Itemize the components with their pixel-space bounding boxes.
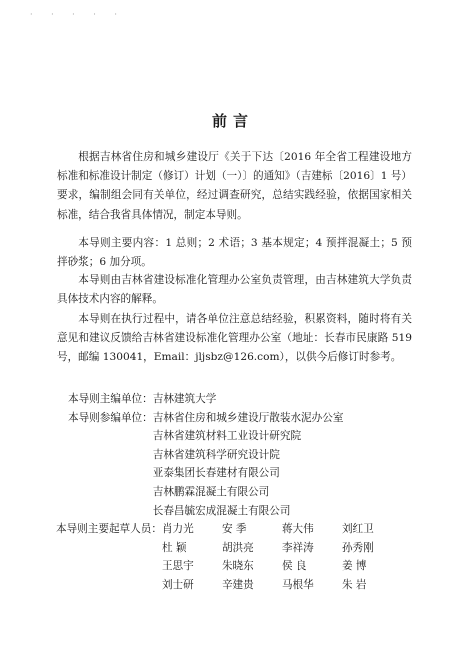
participant-item: 吉林省建筑材料工业设计研究院 bbox=[152, 430, 302, 443]
participant-item: 吉林鹏霖混凝土有限公司 bbox=[152, 485, 270, 498]
paragraph-text: 本导则由吉林省建设标准化管理办公室负责管理，由吉林建筑大学负责具体技术内容的解释。 bbox=[57, 274, 412, 306]
drafters-label: 本导则主要起草人员： bbox=[56, 523, 162, 536]
chief-editor-value: 吉林建筑大学 bbox=[152, 393, 217, 405]
drafter-name: 辛建贵 bbox=[221, 578, 254, 591]
paragraph-contents bbox=[57, 234, 412, 272]
chief-editor-label: 本导则主编单位： bbox=[68, 393, 153, 405]
drafter-name: 安 季 bbox=[221, 523, 247, 536]
drafters-grid bbox=[162, 520, 402, 594]
participant-item: 亚泰集团长春建材有限公司 bbox=[152, 467, 280, 480]
drafter-name: 姜 博 bbox=[341, 560, 367, 573]
participants-row bbox=[68, 409, 428, 521]
drafter-name: 胡洪亮 bbox=[221, 541, 254, 554]
page-title: 前言 bbox=[211, 112, 254, 130]
paragraph-feedback bbox=[57, 310, 412, 368]
drafter-name: 杜 颖 bbox=[161, 541, 187, 554]
chief-editor-row bbox=[68, 390, 428, 409]
scan-marks: · · · · · bbox=[30, 10, 125, 19]
participant-item: 吉林省住房和城乡建设厅散装水泥办公室 bbox=[152, 411, 344, 424]
drafter-name: 朱 岩 bbox=[341, 578, 367, 591]
drafter-name: 朱晓东 bbox=[221, 560, 254, 573]
drafter-name: 刘红卫 bbox=[341, 523, 374, 536]
participant-item: 吉林省建筑科学研究设计院 bbox=[152, 448, 280, 461]
paragraph-management bbox=[57, 271, 412, 309]
drafter-name: 马根华 bbox=[281, 578, 314, 591]
paragraph-text: 本导则主要内容：1 总则；2 术语；3 基本规定；4 预拌混凝土；5 预拌砂浆；6 加分项。 bbox=[57, 237, 412, 269]
participants-label: 本导则参编单位： bbox=[68, 411, 153, 424]
drafter-name: 蒋大伟 bbox=[281, 523, 314, 536]
drafter-name: 侯 良 bbox=[281, 560, 307, 573]
drafter-name: 孙秀刚 bbox=[341, 541, 374, 554]
drafter-name: 刘士研 bbox=[161, 578, 194, 591]
drafter-name: 李祥涛 bbox=[281, 541, 314, 554]
drafter-name: 肖力光 bbox=[161, 523, 194, 536]
paragraph-origin bbox=[57, 148, 412, 225]
drafters-row bbox=[56, 520, 428, 594]
drafter-name: 王思宇 bbox=[161, 560, 194, 573]
paragraph-text: 根据吉林省住房和城乡建设厅《关于下达〔2016 年全省工程建设地方标准和标准设计制定（修订）计划（一）〕的通知》（吉建标〔2016〕1 号）要求，编制组会同有关单位，经过调查研究，总结实践经验，依据国家相关标准，结合我省具体情况，制定本导则。 bbox=[57, 151, 412, 221]
participant-item: 长春昌毓宏成混凝土有限公司 bbox=[152, 504, 291, 517]
paragraph-text: 本导则在执行过程中，请各单位注意总结经验，积累资料，随时将有关意见和建议反馈给吉林省建设标准化管理办公室（地址：长春市民康路 519 号，邮编 130041，Email：jljsbz@126.com），以供今后修订时参考。 bbox=[57, 313, 412, 364]
participants-list bbox=[153, 409, 344, 521]
credits-section bbox=[56, 390, 428, 595]
